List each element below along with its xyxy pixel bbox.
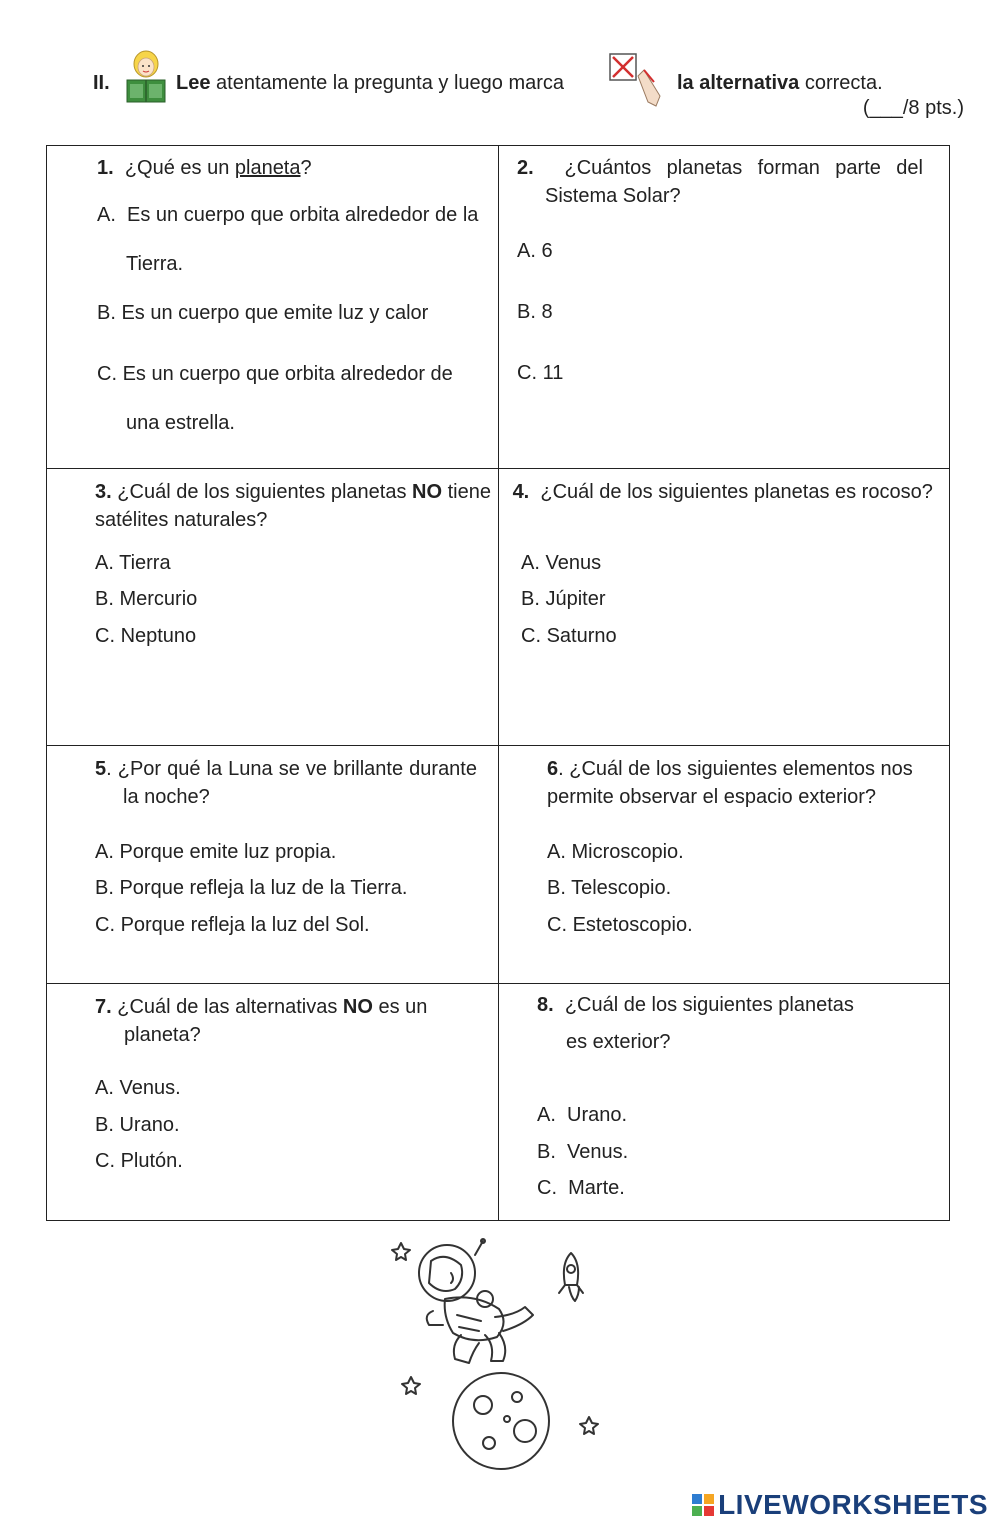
question-1: 1. ¿Qué es un planeta? — [97, 157, 312, 179]
q3-option-c[interactable]: C. Neptuno — [95, 625, 197, 647]
brand-icon — [692, 1491, 714, 1513]
question-7: 7. ¿Cuál de las alternativas NO es un planeta? — [95, 996, 428, 1046]
q2-option-b[interactable]: B. 8 — [517, 301, 553, 323]
question-6: 6. ¿Cuál de los siguientes elementos nos permite observar el espacio exterior? — [547, 758, 913, 808]
liveworksheets-logo[interactable] — [692, 1489, 988, 1521]
question-4: 4. ¿Cuál de los siguientes planetas es rocoso? — [512, 481, 933, 503]
q1-option-c-cont: una estrella. — [126, 412, 235, 434]
question-8: 8. ¿Cuál de los siguientes planetas — [537, 994, 854, 1016]
mark-x-icon — [608, 52, 664, 108]
q4-option-a[interactable]: A. Venus — [521, 552, 602, 574]
q7-option-c[interactable]: C. Plutón. — [95, 1150, 183, 1172]
q7-option-a[interactable]: A. Venus. — [95, 1077, 181, 1099]
questions-grid — [46, 145, 950, 1221]
instruction-text-2: la alternativa correcta. — [677, 72, 883, 94]
q5-option-b[interactable]: B. Porque refleja la luz de la Tierra. — [95, 877, 408, 899]
q2-option-c[interactable]: C. 11 — [517, 362, 564, 384]
score-label: (___/8 pts.) — [862, 97, 964, 119]
instruction-text: Lee atentamente la pregunta y luego marca — [176, 72, 565, 94]
question-5: 5. ¿Por qué la Luna se ve brillante durante la noche? — [95, 758, 477, 808]
q6-option-b[interactable]: B. Telescopio. — [547, 877, 672, 899]
q6-option-c[interactable]: C. Estetoscopio. — [547, 914, 693, 936]
q3-option-a[interactable]: A. Tierra — [95, 552, 171, 574]
q1-option-c[interactable]: C. Es un cuerpo que orbita alrededor de — [97, 363, 453, 385]
astronaut-illustration-icon — [385, 1235, 615, 1475]
q8-option-a[interactable]: A. Urano. — [537, 1104, 628, 1126]
q5-option-a[interactable]: A. Porque emite luz propia. — [95, 841, 337, 863]
q7-option-b[interactable]: B. Urano. — [95, 1114, 180, 1136]
reading-girl-icon — [123, 48, 169, 106]
question-3: 3. ¿Cuál de los siguientes planetas NO tiene satélites naturales? — [95, 481, 491, 531]
q1-option-a-cont: Tierra. — [126, 253, 184, 275]
q4-option-b[interactable]: B. Júpiter — [521, 588, 606, 610]
question-2: 2. ¿Cuántos planetas forman parte del Sistema Solar? — [517, 157, 923, 207]
q6-option-a[interactable]: A. Microscopio. — [547, 841, 684, 863]
q1-option-b[interactable]: B. Es un cuerpo que emite luz y calor — [97, 302, 429, 324]
q5-option-c[interactable]: C. Porque refleja la luz del Sol. — [95, 914, 370, 936]
q8-option-b[interactable]: B. Venus. — [537, 1141, 629, 1163]
question-8-cont: es exterior? — [566, 1031, 671, 1053]
section-number: II. — [93, 72, 110, 94]
q8-option-c[interactable]: C. Marte. — [537, 1177, 625, 1199]
brand-name: LIVEWORKSHEETS — [718, 1489, 988, 1520]
q4-option-c[interactable]: C. Saturno — [521, 625, 617, 647]
q2-option-a[interactable]: A. 6 — [517, 240, 553, 262]
q1-option-a[interactable]: A. Es un cuerpo que orbita alrededor de la — [97, 204, 479, 226]
column-divider — [498, 146, 499, 1220]
q3-option-b[interactable]: B. Mercurio — [95, 588, 198, 610]
